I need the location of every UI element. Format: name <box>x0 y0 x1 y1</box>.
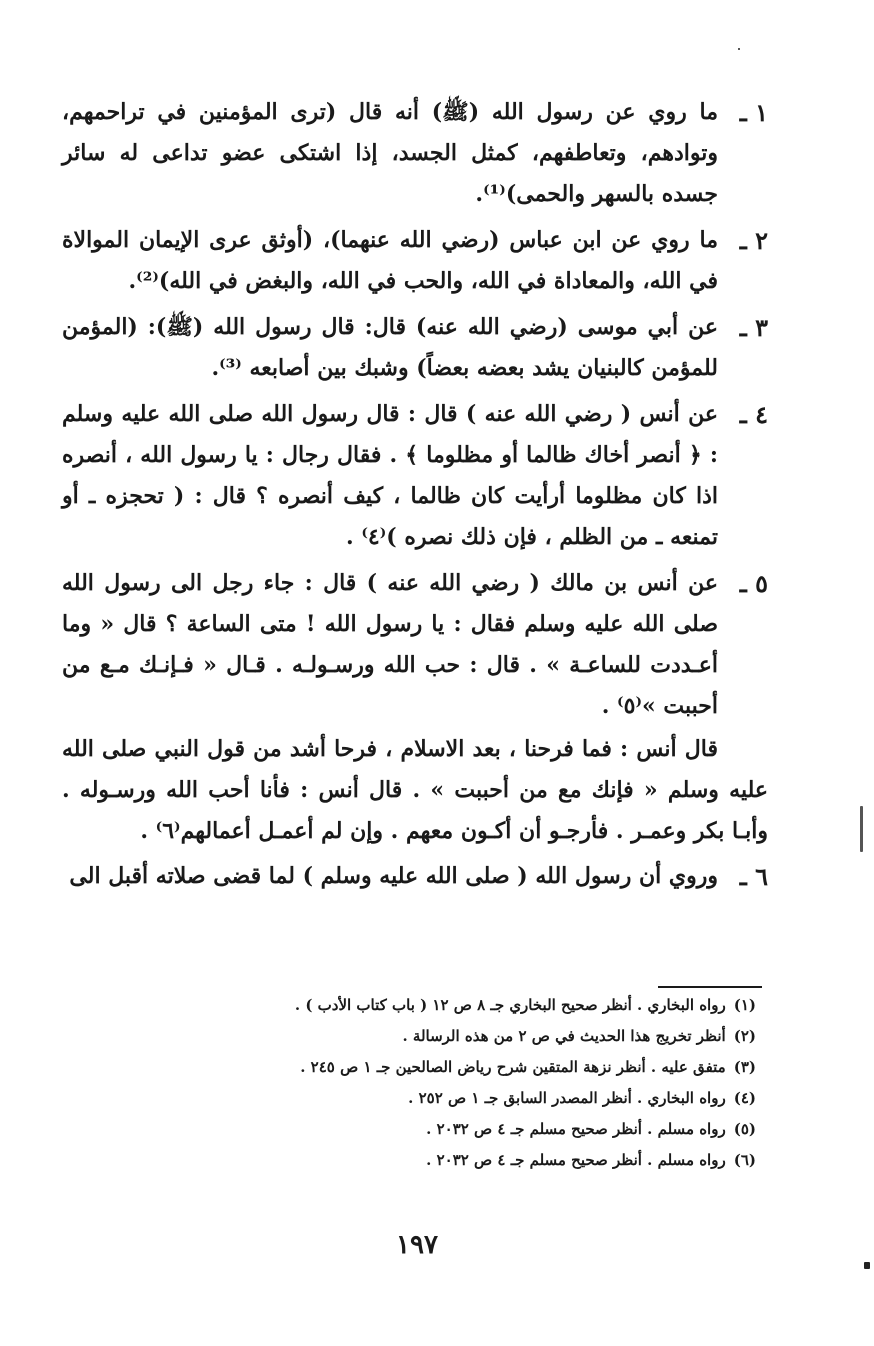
footnote-number: (١) <box>733 996 756 1014</box>
hadith-item <box>62 394 768 558</box>
hadith-item <box>62 307 768 389</box>
scan-speck <box>864 1262 870 1269</box>
footnote-number: (٦) <box>733 1151 756 1169</box>
item-number: ٣ ـ <box>739 313 768 342</box>
footnote-text: رواه البخاري . أنظر المصدر السابق جـ ١ ص ٢٥٢ . <box>408 1089 726 1107</box>
hadith-item <box>62 856 768 897</box>
footnote-number: (٤) <box>733 1089 756 1107</box>
item-number: ٥ ـ <box>739 569 768 598</box>
item-number: ٤ ـ <box>739 400 768 429</box>
item-text: عن أنس بن مالك ( رضي الله عنه ) قال : جاء رجل الى رسول الله صلى الله عليه وسلم فقال : يا رسول الله ! متى الساعة ؟ قال « وما أعـددت للساعـة » . قال : حب الله ورسـولـه . قـال « فـإنـك مـع من أحببت »⁽٥⁾ . <box>62 570 718 719</box>
main-text <box>62 92 768 897</box>
footnote-text: رواه مسلم . أنظر صحيح مسلم جـ ٤ ص ٢٠٣٢ . <box>426 1151 726 1169</box>
hadith-item <box>62 220 768 302</box>
scan-speck <box>860 806 863 852</box>
footnote-text: رواه البخاري . أنظر صحيح البخاري جـ ٨ ص ١٢ ( باب كتاب الأدب ) . <box>294 996 726 1014</box>
footnote-number: (٣) <box>733 1058 756 1076</box>
footnote <box>150 1145 756 1176</box>
scan-speck <box>738 48 740 50</box>
footnote <box>150 1052 756 1083</box>
footnote-text: أنظر تخريج هذا الحديث في ص ٢ من هذه الرسالة . <box>402 1027 726 1045</box>
item-text: عن أبي موسى (رضي الله عنه) قال: قال رسول الله (ﷺ): (المؤمن للمؤمن كالبنيان يشد بعضه بعضاً) وشبك بين أصابعه ⁽³⁾. <box>62 314 718 381</box>
item-text: عن أنس ( رضي الله عنه ) قال : قال رسول الله صلى الله عليه وسلم : ﴿ أنصر أخاك ظالما أو مظلوما ﴾ . فقال رجال : يا رسول الله ، أنصره اذا كان مظلوما أرأيت كان ظالما ، كيف أنصره ؟ قال : ( تحجزه ـ أو تمنعه ـ من الظلم ، فإن ذلك نصره )⁽٤⁾ . <box>62 401 718 550</box>
footnote-number: (٥) <box>733 1120 756 1138</box>
page-number: ١٩٧ <box>396 1230 438 1260</box>
footnote-divider <box>658 986 762 988</box>
hadith-item <box>62 92 768 215</box>
anas-paragraph: قال أنس : فما فرحنا ، بعد الاسلام ، فرحا أشد من قول النبي صلى الله عليه وسلم « فإنك مع من أحببت » . قال أنس : فأنا أحب الله ورسـوله . وأبـا بكر وعمـر . فأرجـو أن أكـون معهم . وإن لم أعمـل أعمالهم⁽٦⁾ . <box>62 736 768 844</box>
footnote <box>150 1083 756 1114</box>
footnotes <box>150 990 756 1176</box>
item-text: وروي أن رسول الله ( صلى الله عليه وسلم ) لما قضى صلاته أقبل الى <box>69 863 718 889</box>
item-text: ما روي عن رسول الله (ﷺ) أنه قال (ترى المؤمنين في تراحمهم، وتوادهم، وتعاطفهم، كمثل الجسد، إذا اشتكى عضو تداعى له سائر جسده بالسهر والحمى)⁽¹⁾. <box>62 99 718 207</box>
footnote-text: متفق عليه . أنظر نزهة المتقين شرح رياض الصالحين جـ ١ ص ٢٤٥ . <box>300 1058 726 1076</box>
item-text: ما روي عن ابن عباس (رضي الله عنهما)، (أوثق عرى الإيمان الموالاة في الله، والمعاداة في الله، والحب في الله، والبغض في الله)⁽²⁾. <box>62 227 718 294</box>
item-number: ٦ ـ <box>739 862 768 891</box>
item-number: ٢ ـ <box>739 226 768 255</box>
item-number: ١ ـ <box>739 98 768 127</box>
footnote-number: (٢) <box>733 1027 756 1045</box>
footnote <box>150 1114 756 1145</box>
hadith-item <box>62 563 768 727</box>
footnote <box>150 1021 756 1052</box>
footnote <box>150 990 756 1021</box>
footnote-text: رواه مسلم . أنظر صحيح مسلم جـ ٤ ص ٢٠٣٢ . <box>426 1120 726 1138</box>
